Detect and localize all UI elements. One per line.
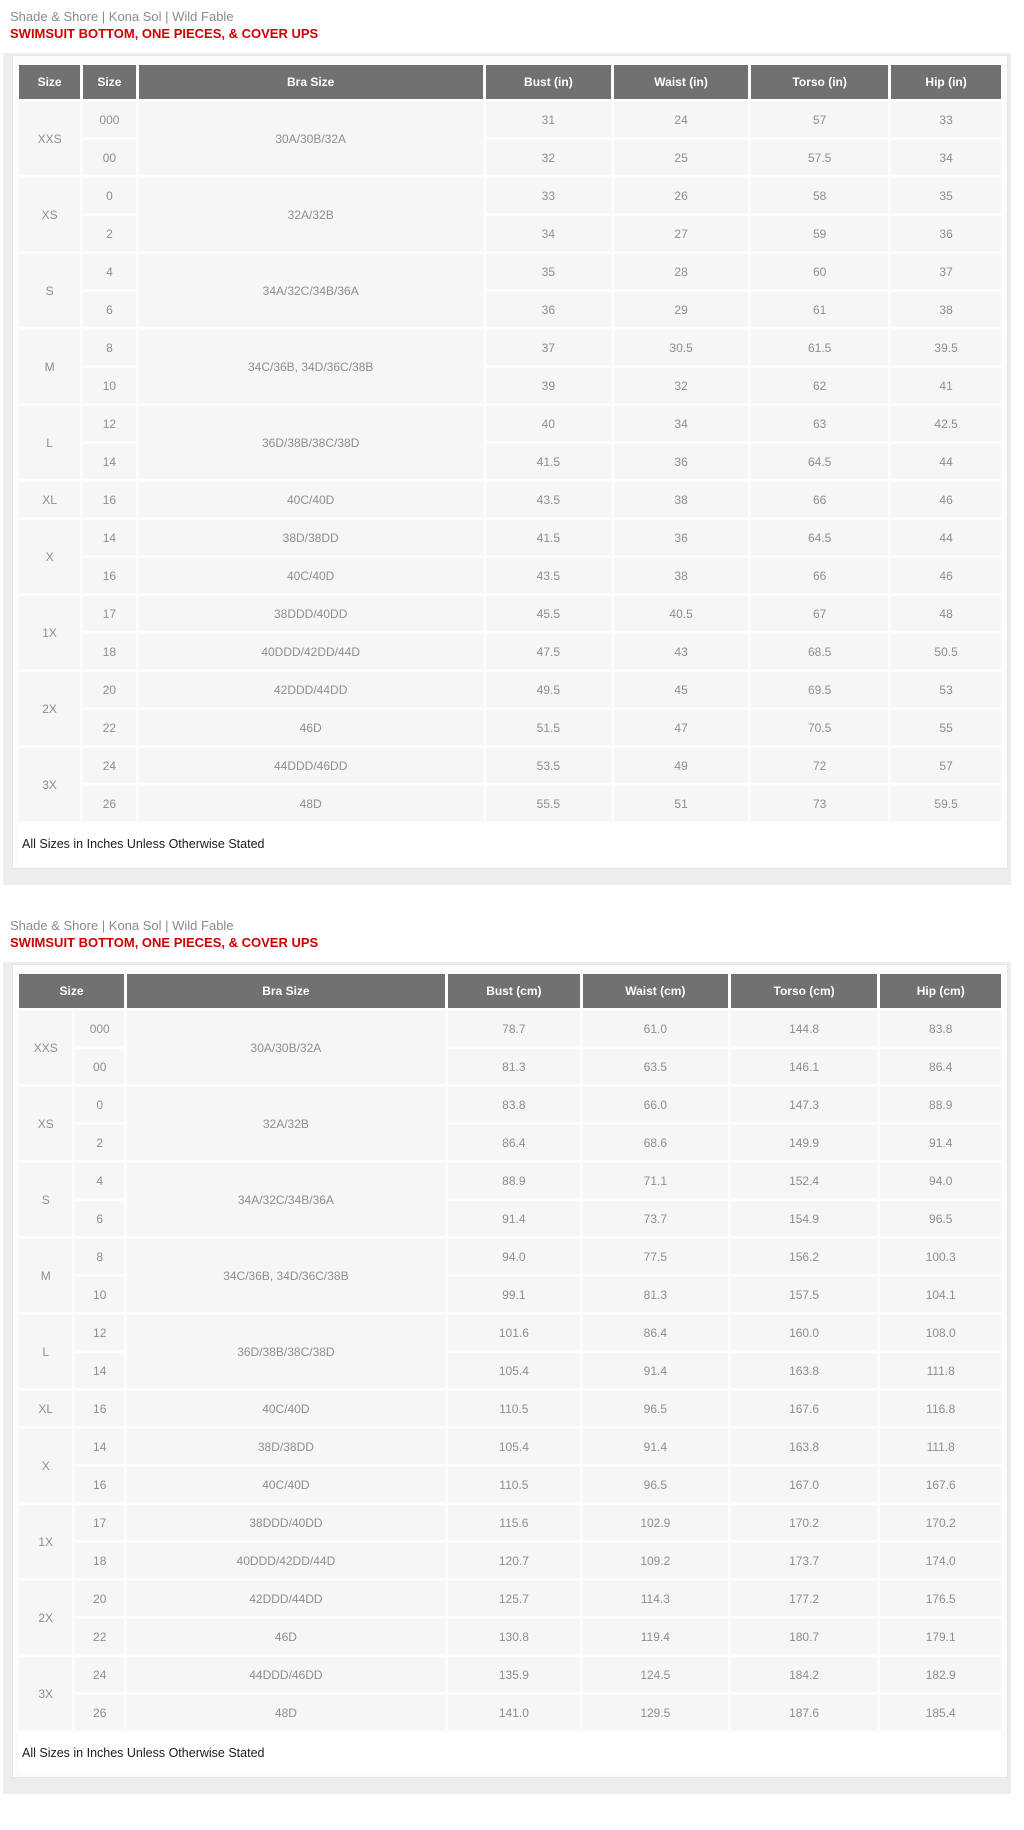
section-header: [0, 0, 1024, 42]
measurement-cell: 68.5: [751, 634, 888, 669]
measurement-cell: 40.5: [614, 596, 748, 631]
size-group-cell: 2X: [19, 672, 80, 745]
measurement-cell: 36: [614, 520, 748, 555]
measurement-cell: 163.8: [731, 1353, 878, 1388]
measurement-cell: 73: [751, 786, 888, 821]
measurement-cell: 37: [486, 330, 611, 365]
footnote-text: All Sizes in Inches Unless Otherwise Stated: [19, 824, 1001, 864]
size-group-cell: L: [19, 1315, 72, 1388]
bra-size-cell: 34C/36B, 34D/36C/38B: [139, 330, 483, 403]
measurement-cell: 27: [614, 216, 748, 251]
bra-size-cell: 42DDD/44DD: [139, 672, 483, 707]
measurement-cell: 66: [751, 558, 888, 593]
measurement-cell: 68.6: [583, 1125, 728, 1160]
size-cell: 18: [75, 1543, 124, 1578]
table-row: [19, 558, 1001, 593]
size-cell: 10: [75, 1277, 124, 1312]
table-row: [19, 596, 1001, 631]
size-cell: 000: [83, 102, 135, 137]
table-row: [19, 1505, 1001, 1540]
measurement-cell: 184.2: [731, 1657, 878, 1692]
table-row: [19, 1087, 1001, 1122]
size-cell: 16: [83, 482, 135, 517]
column-header: Bra Size: [127, 974, 445, 1008]
size-table-cm: [16, 971, 1004, 1776]
table-row: [19, 634, 1001, 669]
size-group-cell: L: [19, 406, 80, 479]
bra-size-cell: 30A/30B/32A: [139, 102, 483, 175]
size-cell: 00: [83, 140, 135, 175]
size-cell: 0: [75, 1087, 124, 1122]
measurement-cell: 50.5: [891, 634, 1001, 669]
bra-size-cell: 34A/32C/34B/36A: [139, 254, 483, 327]
size-group-cell: X: [19, 520, 80, 593]
column-header: Waist (in): [614, 65, 748, 99]
measurement-cell: 43.5: [486, 482, 611, 517]
measurement-cell: 88.9: [448, 1163, 580, 1198]
inches-size-chart-section: [0, 0, 1024, 885]
measurement-cell: 51.5: [486, 710, 611, 745]
size-cell: 26: [83, 786, 135, 821]
measurement-cell: 55: [891, 710, 1001, 745]
size-cell: 6: [75, 1201, 124, 1236]
measurement-cell: 78.7: [448, 1011, 580, 1046]
measurement-cell: 63.5: [583, 1049, 728, 1084]
measurement-cell: 170.2: [880, 1505, 1001, 1540]
footnote-text: All Sizes in Inches Unless Otherwise Stated: [19, 1733, 1001, 1773]
measurement-cell: 115.6: [448, 1505, 580, 1540]
table-row: [19, 520, 1001, 555]
measurement-cell: 111.8: [880, 1353, 1001, 1388]
size-table-card: [3, 962, 1011, 1794]
measurement-cell: 29: [614, 292, 748, 327]
measurement-cell: 41: [891, 368, 1001, 403]
size-cell: 26: [75, 1695, 124, 1730]
measurement-cell: 39.5: [891, 330, 1001, 365]
bra-size-cell: 30A/30B/32A: [127, 1011, 445, 1084]
table-row: [19, 1467, 1001, 1502]
measurement-cell: 72: [751, 748, 888, 783]
bra-size-cell: 42DDD/44DD: [127, 1581, 445, 1616]
measurement-cell: 149.9: [731, 1125, 878, 1160]
measurement-cell: 38: [614, 558, 748, 593]
size-cell: 16: [83, 558, 135, 593]
measurement-cell: 135.9: [448, 1657, 580, 1692]
table-row: [19, 102, 1001, 137]
measurement-cell: 167.0: [731, 1467, 878, 1502]
measurement-cell: 111.8: [880, 1429, 1001, 1464]
measurement-cell: 44: [891, 520, 1001, 555]
measurement-cell: 57.5: [751, 140, 888, 175]
table-row: [19, 178, 1001, 213]
column-header: Hip (in): [891, 65, 1001, 99]
measurement-cell: 46: [891, 482, 1001, 517]
size-table-inches: [16, 62, 1004, 867]
measurement-cell: 66: [751, 482, 888, 517]
bra-size-cell: 36D/38B/38C/38D: [139, 406, 483, 479]
bra-size-cell: 34A/32C/34B/36A: [127, 1163, 445, 1236]
measurement-cell: 141.0: [448, 1695, 580, 1730]
column-header: Bra Size: [139, 65, 483, 99]
size-group-cell: S: [19, 1163, 72, 1236]
measurement-cell: 36: [486, 292, 611, 327]
table-row: [19, 1391, 1001, 1426]
column-header: Size: [19, 65, 80, 99]
measurement-cell: 83.8: [880, 1011, 1001, 1046]
size-cell: 10: [83, 368, 135, 403]
column-header: Size: [83, 65, 135, 99]
size-cell: 17: [83, 596, 135, 631]
size-cell: 14: [83, 444, 135, 479]
measurement-cell: 187.6: [731, 1695, 878, 1730]
table-row: [19, 1163, 1001, 1198]
column-header: Hip (cm): [880, 974, 1001, 1008]
brand-line: Shade & Shore | Kona Sol | Wild Fable: [10, 9, 234, 24]
bra-size-cell: 32A/32B: [139, 178, 483, 251]
bra-size-cell: 36D/38B/38C/38D: [127, 1315, 445, 1388]
column-header: Size: [19, 974, 124, 1008]
measurement-cell: 41.5: [486, 520, 611, 555]
bra-size-cell: 46D: [127, 1619, 445, 1654]
table-row: [19, 1581, 1001, 1616]
measurement-cell: 167.6: [880, 1467, 1001, 1502]
size-cell: 8: [83, 330, 135, 365]
size-group-cell: 2X: [19, 1581, 72, 1654]
size-table-card-inner: [12, 55, 1008, 869]
bra-size-cell: 38D/38DD: [127, 1429, 445, 1464]
bra-size-cell: 38DDD/40DD: [127, 1505, 445, 1540]
bra-size-cell: 40DDD/42DD/44D: [139, 634, 483, 669]
table-row: [19, 1619, 1001, 1654]
size-cell: 000: [75, 1011, 124, 1046]
size-group-cell: 3X: [19, 748, 80, 821]
bra-size-cell: 38D/38DD: [139, 520, 483, 555]
table-row: [19, 1315, 1001, 1350]
measurement-cell: 104.1: [880, 1277, 1001, 1312]
measurement-cell: 61.5: [751, 330, 888, 365]
size-group-cell: XS: [19, 178, 80, 251]
table-row: [19, 482, 1001, 517]
measurement-cell: 120.7: [448, 1543, 580, 1578]
measurement-cell: 91.4: [583, 1429, 728, 1464]
bra-size-cell: 34C/36B, 34D/36C/38B: [127, 1239, 445, 1312]
bra-size-cell: 40C/40D: [139, 558, 483, 593]
measurement-cell: 40: [486, 406, 611, 441]
table-row: [19, 1657, 1001, 1692]
measurement-cell: 32: [614, 368, 748, 403]
measurement-cell: 67: [751, 596, 888, 631]
header-row: [19, 65, 1001, 99]
table-row: [19, 406, 1001, 441]
measurement-cell: 170.2: [731, 1505, 878, 1540]
size-cell: 12: [75, 1315, 124, 1350]
column-header: Torso (in): [751, 65, 888, 99]
measurement-cell: 66.0: [583, 1087, 728, 1122]
measurement-cell: 96.5: [583, 1467, 728, 1502]
measurement-cell: 177.2: [731, 1581, 878, 1616]
measurement-cell: 156.2: [731, 1239, 878, 1274]
measurement-cell: 41.5: [486, 444, 611, 479]
measurement-cell: 61.0: [583, 1011, 728, 1046]
measurement-cell: 96.5: [583, 1391, 728, 1426]
measurement-cell: 36: [891, 216, 1001, 251]
measurement-cell: 110.5: [448, 1467, 580, 1502]
measurement-cell: 180.7: [731, 1619, 878, 1654]
measurement-cell: 34: [614, 406, 748, 441]
size-table-card: [3, 53, 1011, 885]
size-cell: 00: [75, 1049, 124, 1084]
measurement-cell: 167.6: [731, 1391, 878, 1426]
measurement-cell: 34: [486, 216, 611, 251]
measurement-cell: 45.5: [486, 596, 611, 631]
measurement-cell: 96.5: [880, 1201, 1001, 1236]
page-title: SWIMSUIT BOTTOM, ONE PIECES, & COVER UPS: [10, 935, 319, 950]
size-cell: 2: [83, 216, 135, 251]
measurement-cell: 51: [614, 786, 748, 821]
table-row: [19, 786, 1001, 821]
measurement-cell: 71.1: [583, 1163, 728, 1198]
measurement-cell: 49.5: [486, 672, 611, 707]
measurement-cell: 157.5: [731, 1277, 878, 1312]
measurement-cell: 182.9: [880, 1657, 1001, 1692]
size-group-cell: 3X: [19, 1657, 72, 1730]
table-row: [19, 748, 1001, 783]
measurement-cell: 129.5: [583, 1695, 728, 1730]
measurement-cell: 144.8: [731, 1011, 878, 1046]
measurement-cell: 100.3: [880, 1239, 1001, 1274]
measurement-cell: 179.1: [880, 1619, 1001, 1654]
size-cell: 6: [83, 292, 135, 327]
size-group-cell: XS: [19, 1087, 72, 1160]
measurement-cell: 43.5: [486, 558, 611, 593]
size-cell: 22: [83, 710, 135, 745]
measurement-cell: 114.3: [583, 1581, 728, 1616]
size-cell: 18: [83, 634, 135, 669]
footnote-row: [19, 824, 1001, 864]
measurement-cell: 57: [891, 748, 1001, 783]
measurement-cell: 174.0: [880, 1543, 1001, 1578]
measurement-cell: 116.8: [880, 1391, 1001, 1426]
measurement-cell: 44: [891, 444, 1001, 479]
brand-line: Shade & Shore | Kona Sol | Wild Fable: [10, 918, 234, 933]
measurement-cell: 94.0: [448, 1239, 580, 1274]
bra-size-cell: 40C/40D: [127, 1467, 445, 1502]
bra-size-cell: 40DDD/42DD/44D: [127, 1543, 445, 1578]
measurement-cell: 47.5: [486, 634, 611, 669]
measurement-cell: 105.4: [448, 1429, 580, 1464]
bra-size-cell: 48D: [127, 1695, 445, 1730]
column-header: Waist (cm): [583, 974, 728, 1008]
size-table-card-inner: [12, 964, 1008, 1778]
measurement-cell: 124.5: [583, 1657, 728, 1692]
measurement-cell: 53.5: [486, 748, 611, 783]
table-row: [19, 254, 1001, 289]
size-cell: 16: [75, 1467, 124, 1502]
measurement-cell: 101.6: [448, 1315, 580, 1350]
bra-size-cell: 40C/40D: [139, 482, 483, 517]
measurement-cell: 99.1: [448, 1277, 580, 1312]
measurement-cell: 86.4: [583, 1315, 728, 1350]
table-row: [19, 672, 1001, 707]
measurement-cell: 160.0: [731, 1315, 878, 1350]
size-cell: 24: [83, 748, 135, 783]
measurement-cell: 81.3: [448, 1049, 580, 1084]
measurement-cell: 73.7: [583, 1201, 728, 1236]
bra-size-cell: 40C/40D: [127, 1391, 445, 1426]
measurement-cell: 25: [614, 140, 748, 175]
column-header: Bust (cm): [448, 974, 580, 1008]
bra-size-cell: 44DDD/46DD: [139, 748, 483, 783]
measurement-cell: 146.1: [731, 1049, 878, 1084]
size-group-cell: XXS: [19, 1011, 72, 1084]
measurement-cell: 32: [486, 140, 611, 175]
measurement-cell: 59.5: [891, 786, 1001, 821]
table-row: [19, 330, 1001, 365]
size-cell: 22: [75, 1619, 124, 1654]
measurement-cell: 26: [614, 178, 748, 213]
footnote-row: [19, 1733, 1001, 1773]
measurement-cell: 130.8: [448, 1619, 580, 1654]
size-group-cell: XL: [19, 1391, 72, 1426]
measurement-cell: 60: [751, 254, 888, 289]
measurement-cell: 43: [614, 634, 748, 669]
size-cell: 0: [83, 178, 135, 213]
bra-size-cell: 48D: [139, 786, 483, 821]
table-row: [19, 1543, 1001, 1578]
measurement-cell: 83.8: [448, 1087, 580, 1122]
measurement-cell: 33: [891, 102, 1001, 137]
measurement-cell: 36: [614, 444, 748, 479]
bra-size-cell: 38DDD/40DD: [139, 596, 483, 631]
size-cell: 14: [75, 1429, 124, 1464]
measurement-cell: 59: [751, 216, 888, 251]
measurement-cell: 185.4: [880, 1695, 1001, 1730]
measurement-cell: 58: [751, 178, 888, 213]
measurement-cell: 77.5: [583, 1239, 728, 1274]
bra-size-cell: 32A/32B: [127, 1087, 445, 1160]
size-cell: 4: [75, 1163, 124, 1198]
measurement-cell: 91.4: [880, 1125, 1001, 1160]
size-cell: 20: [83, 672, 135, 707]
measurement-cell: 91.4: [583, 1353, 728, 1388]
measurement-cell: 35: [486, 254, 611, 289]
size-cell: 8: [75, 1239, 124, 1274]
measurement-cell: 28: [614, 254, 748, 289]
measurement-cell: 31: [486, 102, 611, 137]
cm-size-chart-section: [0, 909, 1024, 1794]
measurement-cell: 53: [891, 672, 1001, 707]
size-cell: 14: [75, 1353, 124, 1388]
size-group-cell: M: [19, 330, 80, 403]
measurement-cell: 105.4: [448, 1353, 580, 1388]
measurement-cell: 24: [614, 102, 748, 137]
column-header: Bust (in): [486, 65, 611, 99]
measurement-cell: 47: [614, 710, 748, 745]
measurement-cell: 154.9: [731, 1201, 878, 1236]
measurement-cell: 55.5: [486, 786, 611, 821]
measurement-cell: 35: [891, 178, 1001, 213]
size-group-cell: 1X: [19, 1505, 72, 1578]
size-cell: 2: [75, 1125, 124, 1160]
measurement-cell: 63: [751, 406, 888, 441]
measurement-cell: 69.5: [751, 672, 888, 707]
measurement-cell: 163.8: [731, 1429, 878, 1464]
size-cell: 4: [83, 254, 135, 289]
column-header: Torso (cm): [731, 974, 878, 1008]
measurement-cell: 39: [486, 368, 611, 403]
measurement-cell: 34: [891, 140, 1001, 175]
table-row: [19, 1011, 1001, 1046]
measurement-cell: 86.4: [880, 1049, 1001, 1084]
size-group-cell: XXS: [19, 102, 80, 175]
measurement-cell: 70.5: [751, 710, 888, 745]
measurement-cell: 119.4: [583, 1619, 728, 1654]
measurement-cell: 81.3: [583, 1277, 728, 1312]
measurement-cell: 125.7: [448, 1581, 580, 1616]
measurement-cell: 33: [486, 178, 611, 213]
size-cell: 16: [75, 1391, 124, 1426]
bra-size-cell: 46D: [139, 710, 483, 745]
header-row: [19, 974, 1001, 1008]
measurement-cell: 110.5: [448, 1391, 580, 1426]
measurement-cell: 38: [891, 292, 1001, 327]
table-row: [19, 1695, 1001, 1730]
measurement-cell: 88.9: [880, 1087, 1001, 1122]
page-title: SWIMSUIT BOTTOM, ONE PIECES, & COVER UPS: [10, 26, 319, 41]
size-group-cell: S: [19, 254, 80, 327]
measurement-cell: 173.7: [731, 1543, 878, 1578]
measurement-cell: 147.3: [731, 1087, 878, 1122]
measurement-cell: 30.5: [614, 330, 748, 365]
measurement-cell: 86.4: [448, 1125, 580, 1160]
size-cell: 24: [75, 1657, 124, 1692]
measurement-cell: 38: [614, 482, 748, 517]
measurement-cell: 46: [891, 558, 1001, 593]
measurement-cell: 176.5: [880, 1581, 1001, 1616]
measurement-cell: 94.0: [880, 1163, 1001, 1198]
measurement-cell: 102.9: [583, 1505, 728, 1540]
table-row: [19, 1239, 1001, 1274]
size-cell: 20: [75, 1581, 124, 1616]
table-row: [19, 710, 1001, 745]
measurement-cell: 64.5: [751, 444, 888, 479]
measurement-cell: 48: [891, 596, 1001, 631]
measurement-cell: 64.5: [751, 520, 888, 555]
measurement-cell: 49: [614, 748, 748, 783]
size-group-cell: 1X: [19, 596, 80, 669]
measurement-cell: 42.5: [891, 406, 1001, 441]
measurement-cell: 61: [751, 292, 888, 327]
measurement-cell: 37: [891, 254, 1001, 289]
size-group-cell: M: [19, 1239, 72, 1312]
bra-size-cell: 44DDD/46DD: [127, 1657, 445, 1692]
section-header: [0, 909, 1024, 951]
size-cell: 14: [83, 520, 135, 555]
measurement-cell: 91.4: [448, 1201, 580, 1236]
size-group-cell: X: [19, 1429, 72, 1502]
measurement-cell: 109.2: [583, 1543, 728, 1578]
measurement-cell: 108.0: [880, 1315, 1001, 1350]
measurement-cell: 57: [751, 102, 888, 137]
size-cell: 12: [83, 406, 135, 441]
measurement-cell: 62: [751, 368, 888, 403]
measurement-cell: 152.4: [731, 1163, 878, 1198]
size-cell: 17: [75, 1505, 124, 1540]
measurement-cell: 45: [614, 672, 748, 707]
size-group-cell: XL: [19, 482, 80, 517]
table-row: [19, 1429, 1001, 1464]
